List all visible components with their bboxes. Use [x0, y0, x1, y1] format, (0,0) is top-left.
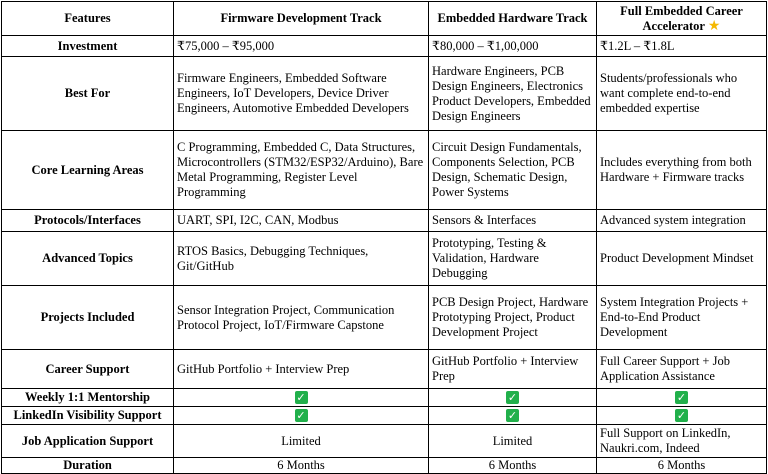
cell: Full Career Support + Job Application Assistance [597, 350, 767, 389]
table-row [2, 286, 767, 350]
row-label: Investment [2, 36, 174, 57]
table-row [2, 350, 767, 389]
row-label: Weekly 1:1 Mentorship [2, 389, 174, 407]
cell [429, 389, 597, 407]
table-row [2, 407, 767, 425]
cell [174, 407, 429, 425]
row-label: Job Application Support [2, 425, 174, 458]
cell: Firmware Engineers, Embedded Software Engineers, IoT Developers, Device Driver Engineers, Automotive Embedded Developers [174, 57, 429, 131]
cell: ₹75,000 – ₹95,000 [174, 36, 429, 57]
cell: 6 Months [429, 458, 597, 474]
cell: RTOS Basics, Debugging Techniques, Git/GitHub [174, 232, 429, 286]
header-career-accelerator-label: Full Embedded Career Accelerator [620, 3, 743, 33]
cell: ₹1.2L – ₹1.8L [597, 36, 767, 57]
cell: Prototyping, Testing & Validation, Hardware Debugging [429, 232, 597, 286]
check-icon: ✓ [507, 409, 518, 422]
header-features: Features [2, 2, 174, 36]
cell: Students/professionals who want complete end-to-end embedded expertise [597, 57, 767, 131]
row-label: Projects Included [2, 286, 174, 350]
check-icon: ✓ [296, 391, 306, 404]
cell: PCB Design Project, Hardware Prototyping Project, Product Development Project [429, 286, 597, 350]
comparison-table [1, 1, 767, 474]
cell: Sensors & Interfaces [429, 210, 597, 232]
row-label: Core Learning Areas [2, 131, 174, 210]
cell [597, 407, 767, 425]
cell: Limited [429, 425, 597, 458]
cell: Advanced system integration [597, 210, 767, 232]
table-row [2, 131, 767, 210]
check-icon: ✓ [676, 409, 687, 422]
cell: GitHub Portfolio + Interview Prep [174, 350, 429, 389]
row-label: Duration [2, 458, 174, 474]
cell: Product Development Mindset [597, 232, 767, 286]
check-icon: ✓ [296, 409, 306, 422]
cell: System Integration Projects + End-to-End Product Development [597, 286, 767, 350]
cell [597, 389, 767, 407]
header-hardware-track: Embedded Hardware Track [429, 2, 597, 36]
table-row [2, 210, 767, 232]
cell: GitHub Portfolio + Interview Prep [429, 350, 597, 389]
header-firmware-track: Firmware Development Track [174, 2, 429, 36]
table-row [2, 232, 767, 286]
header-row [2, 2, 767, 36]
header-career-accelerator [597, 2, 767, 36]
cell: Sensor Integration Project, Communication Protocol Project, IoT/Firmware Capstone [174, 286, 429, 350]
cell [429, 407, 597, 425]
row-label: Best For [2, 57, 174, 131]
table-row [2, 425, 767, 458]
table-row [2, 458, 767, 474]
star-icon: ★ [707, 17, 721, 34]
cell: Limited [174, 425, 429, 458]
cell: C Programming, Embedded C, Data Structures, Microcontrollers (STM32/ESP32/Arduino), Bare Metal Programming, Register Level Programming [174, 131, 429, 210]
cell [174, 389, 429, 407]
cell: Circuit Design Fundamentals, Components Selection, PCB Design, Schematic Design, Power Systems [429, 131, 597, 210]
check-icon: ✓ [676, 391, 687, 404]
cell: Includes everything from both Hardware + Firmware tracks [597, 131, 767, 210]
table-row [2, 389, 767, 407]
row-label: LinkedIn Visibility Support [2, 407, 174, 425]
cell: ₹80,000 – ₹1,00,000 [429, 36, 597, 57]
check-icon: ✓ [507, 391, 518, 404]
cell: Full Support on LinkedIn, Naukri.com, Indeed [597, 425, 767, 458]
cell: 6 Months [174, 458, 429, 474]
cell: Hardware Engineers, PCB Design Engineers, Electronics Product Developers, Embedded Design Engineers [429, 57, 597, 131]
cell: UART, SPI, I2C, CAN, Modbus [174, 210, 429, 232]
table-row [2, 57, 767, 131]
row-label: Protocols/Interfaces [2, 210, 174, 232]
cell: 6 Months [597, 458, 767, 474]
row-label: Career Support [2, 350, 174, 389]
row-label: Advanced Topics [2, 232, 174, 286]
table-row [2, 36, 767, 57]
